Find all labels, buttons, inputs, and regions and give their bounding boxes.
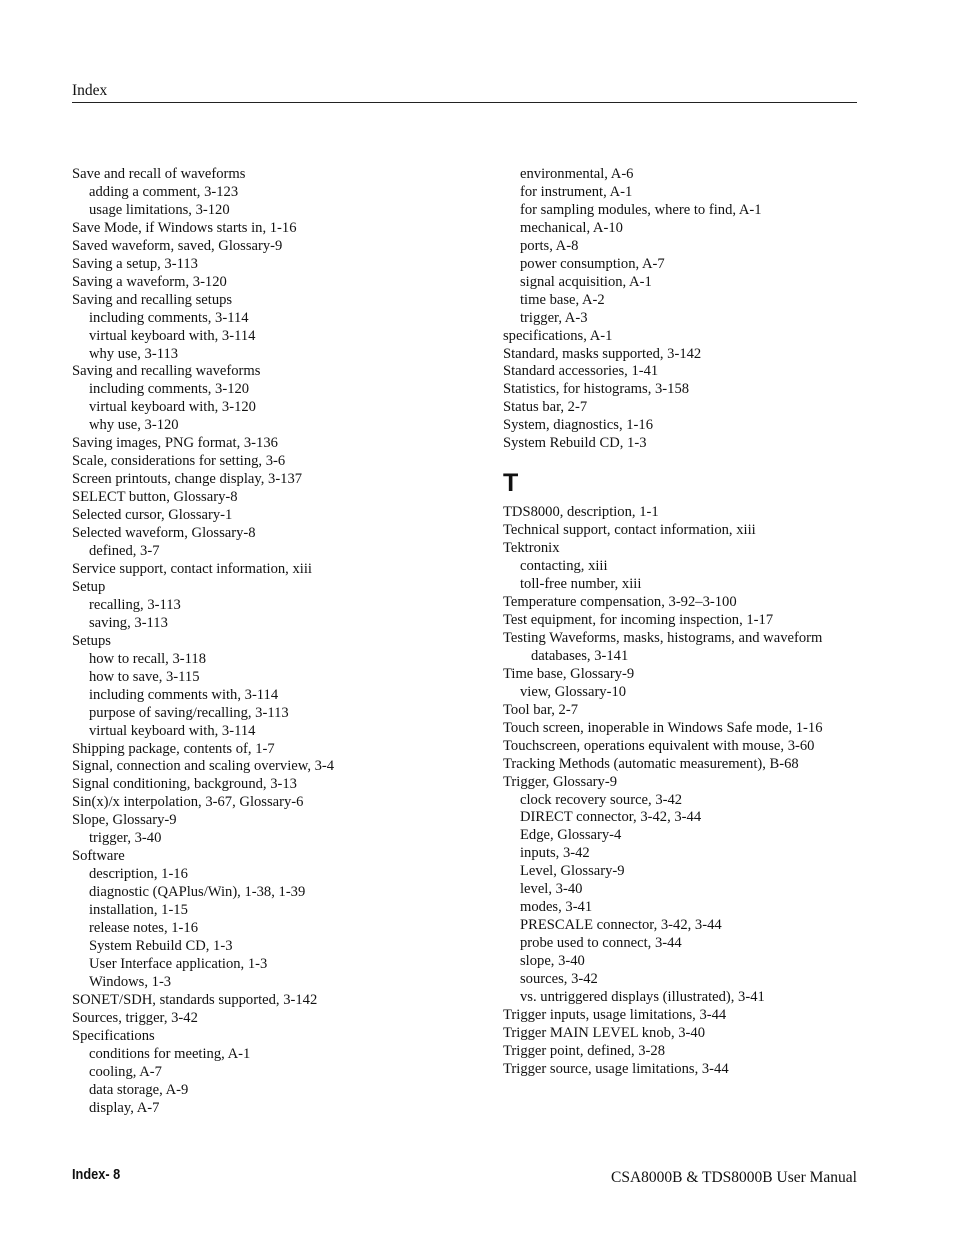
index-sub-entry: mechanical, A-10	[520, 219, 623, 236]
index-sub-entry: trigger, A-3	[520, 309, 588, 326]
index-sub-entry: time base, A-2	[520, 291, 605, 308]
index-sub-entry: including comments, 3-120	[89, 381, 250, 398]
index-main-entry: Tool bar, 2-7	[503, 701, 578, 718]
index-sub-entry: purpose of saving/recalling, 3-113	[89, 704, 289, 721]
index-main-entry: Shipping package, contents of, 1-7	[72, 740, 275, 757]
index-main-entry: Setup	[72, 578, 106, 595]
index-main-entry: Software	[72, 848, 125, 865]
index-sub-entry: modes, 3-41	[520, 899, 593, 916]
manual-title: CSA8000B & TDS8000B User Manual	[610, 1169, 857, 1186]
index-sub-entry: diagnostic (QAPlus/Win), 1-38, 1-39	[89, 884, 306, 901]
index-sub-entry: ports, A-8	[520, 237, 579, 254]
section-letter-heading: T	[503, 469, 519, 498]
index-sub-entry: saving, 3-113	[89, 614, 168, 631]
index-main-entry: Tektronix	[503, 540, 560, 557]
index-main-entry: Selected cursor, Glossary-1	[72, 507, 233, 524]
index-main-entry: Save and recall of waveforms	[72, 166, 246, 182]
index-main-entry: Signal conditioning, background, 3-13	[72, 776, 297, 793]
index-sub-entry: virtual keyboard with, 3-114	[89, 722, 256, 739]
index-main-entry: Status bar, 2-7	[503, 399, 588, 416]
index-sub-entry: power consumption, A-7	[520, 255, 665, 272]
index-sub-entry: data storage, A-9	[89, 1081, 189, 1098]
index-sub-entry: how to recall, 3-118	[89, 650, 206, 667]
index-main-entry: Temperature compensation, 3-92–3-100	[503, 594, 737, 611]
index-sub-entry: why use, 3-113	[89, 345, 179, 362]
index-main-entry: Test equipment, for incoming inspection, 1-17	[503, 611, 774, 628]
index-main-entry: Standard, masks supported, 3-142	[503, 345, 702, 362]
index-main-entry: Save Mode, if Windows starts in, 1-16	[72, 219, 297, 236]
index-sub-entry: adding a comment, 3-123	[89, 183, 239, 200]
index-sub-entry: contacting, xiii	[520, 558, 608, 575]
index-sub-entry: Edge, Glossary-4	[520, 827, 622, 844]
index-entries-right-top	[503, 166, 883, 453]
index-main-entry: Screen printouts, change display, 3-137	[72, 471, 303, 488]
index-main-entry: Testing Waveforms, masks, histograms, and waveform	[503, 629, 823, 646]
index-main-entry: Saving and recalling setups	[72, 291, 233, 308]
index-sub-entry: inputs, 3-42	[520, 845, 590, 862]
index-main-entry: TDS8000, description, 1-1	[503, 504, 659, 521]
index-main-entry: Saved waveform, saved, Glossary-9	[72, 237, 283, 254]
index-main-entry: Specifications	[72, 1027, 155, 1044]
index-main-entry: Trigger MAIN LEVEL knob, 3-40	[503, 1024, 705, 1041]
index-sub-entry: Windows, 1-3	[89, 973, 172, 990]
index-main-entry: Scale, considerations for setting, 3-6	[72, 453, 286, 470]
running-header-title: Index	[72, 82, 108, 99]
index-main-entry: Statistics, for histograms, 3-158	[503, 381, 690, 398]
index-sub-entry: trigger, 3-40	[89, 830, 162, 847]
index-main-entry: Technical support, contact information, xiii	[503, 522, 756, 539]
index-column-right	[503, 166, 883, 1079]
index-sub-entry: signal acquisition, A-1	[520, 273, 652, 290]
index-entries-left	[72, 166, 492, 1118]
index-sub-entry: DIRECT connector, 3-42, 3-44	[520, 809, 702, 826]
index-main-entry: Standard accessories, 1-41	[503, 363, 659, 380]
index-sub-entry: why use, 3-120	[89, 417, 179, 434]
index-sub-entry: conditions for meeting, A-1	[89, 1045, 251, 1062]
index-main-entry: Trigger inputs, usage limitations, 3-44	[503, 1006, 727, 1023]
index-sub-entry: usage limitations, 3-120	[89, 201, 230, 218]
index-entries-right-bottom	[503, 504, 883, 1079]
index-main-entry: Signal, connection and scaling overview, 3-4	[72, 758, 335, 775]
index-sub-entry: including comments, 3-114	[89, 309, 249, 326]
index-main-entry: Setups	[72, 632, 111, 649]
index-sub-entry: installation, 1-15	[89, 902, 188, 919]
index-main-entry: Sin(x)/x interpolation, 3-67, Glossary-6	[72, 794, 304, 811]
index-main-entry: Trigger point, defined, 3-28	[503, 1042, 665, 1059]
index-main-entry: Saving images, PNG format, 3-136	[72, 435, 278, 452]
index-sub-entry: probe used to connect, 3-44	[520, 935, 682, 952]
index-sub-entry: environmental, A-6	[520, 166, 634, 182]
index-main-entry: Saving and recalling waveforms	[72, 363, 261, 380]
index-sub-entry: vs. untriggered displays (illustrated), 3-41	[520, 988, 765, 1005]
index-sub-entry: virtual keyboard with, 3-114	[89, 327, 256, 344]
index-sub-entry: release notes, 1-16	[89, 920, 199, 937]
index-main-entry: System Rebuild CD, 1-3	[503, 435, 647, 452]
index-sub-entry: cooling, A-7	[89, 1063, 162, 1080]
index-main-entry: Service support, contact information, xiii	[72, 560, 312, 577]
index-sub-entry: for instrument, A-1	[520, 183, 633, 200]
index-sub-entry: for sampling modules, where to find, A-1	[520, 201, 762, 218]
index-main-entry: System, diagnostics, 1-16	[503, 417, 653, 434]
index-sub-entry: Level, Glossary-9	[520, 863, 625, 880]
index-main-entry: Saving a setup, 3-113	[72, 255, 198, 272]
index-main-entry: specifications, A-1	[503, 327, 613, 344]
index-sub-entry: recalling, 3-113	[89, 596, 181, 613]
index-sub-entry: including comments with, 3-114	[89, 686, 279, 703]
index-sub-entry: databases, 3-141	[531, 647, 629, 664]
index-main-entry: Touchscreen, operations equivalent with mouse, 3-60	[503, 737, 815, 754]
index-sub-entry: view, Glossary-10	[520, 683, 627, 700]
index-sub-entry: sources, 3-42	[520, 971, 598, 988]
index-sub-entry: User Interface application, 1-3	[89, 955, 268, 972]
index-sub-entry: PRESCALE connector, 3-42, 3-44	[520, 917, 722, 934]
index-main-entry: Trigger, Glossary-9	[503, 773, 617, 790]
index-main-entry: Sources, trigger, 3-42	[72, 1009, 198, 1026]
index-sub-entry: clock recovery source, 3-42	[520, 791, 683, 808]
index-main-entry: Time base, Glossary-9	[503, 665, 635, 682]
index-column-left	[72, 166, 492, 1118]
index-main-entry: Tracking Methods (automatic measurement), B-68	[503, 755, 799, 772]
index-sub-entry: display, A-7	[89, 1099, 160, 1116]
index-sub-entry: toll-free number, xiii	[520, 576, 642, 593]
index-main-entry: Saving a waveform, 3-120	[72, 273, 227, 290]
index-main-entry: SELECT button, Glossary-8	[72, 489, 238, 506]
index-sub-entry: virtual keyboard with, 3-120	[89, 399, 256, 416]
index-sub-entry: slope, 3-40	[520, 953, 585, 970]
index-main-entry: Selected waveform, Glossary-8	[72, 525, 256, 542]
index-main-entry: Touch screen, inoperable in Windows Safe mode, 1-16	[503, 719, 823, 736]
page-number: Index- 8	[72, 1167, 121, 1183]
index-sub-entry: System Rebuild CD, 1-3	[89, 937, 233, 954]
header-rule	[72, 102, 857, 103]
index-sub-entry: defined, 3-7	[89, 543, 160, 560]
index-sub-entry: level, 3-40	[520, 881, 583, 898]
index-sub-entry: how to save, 3-115	[89, 668, 200, 685]
index-main-entry: SONET/SDH, standards supported, 3-142	[72, 991, 318, 1008]
index-main-entry: Slope, Glossary-9	[72, 812, 177, 829]
index-main-entry: Trigger source, usage limitations, 3-44	[503, 1060, 729, 1077]
index-sub-entry: description, 1-16	[89, 866, 188, 883]
